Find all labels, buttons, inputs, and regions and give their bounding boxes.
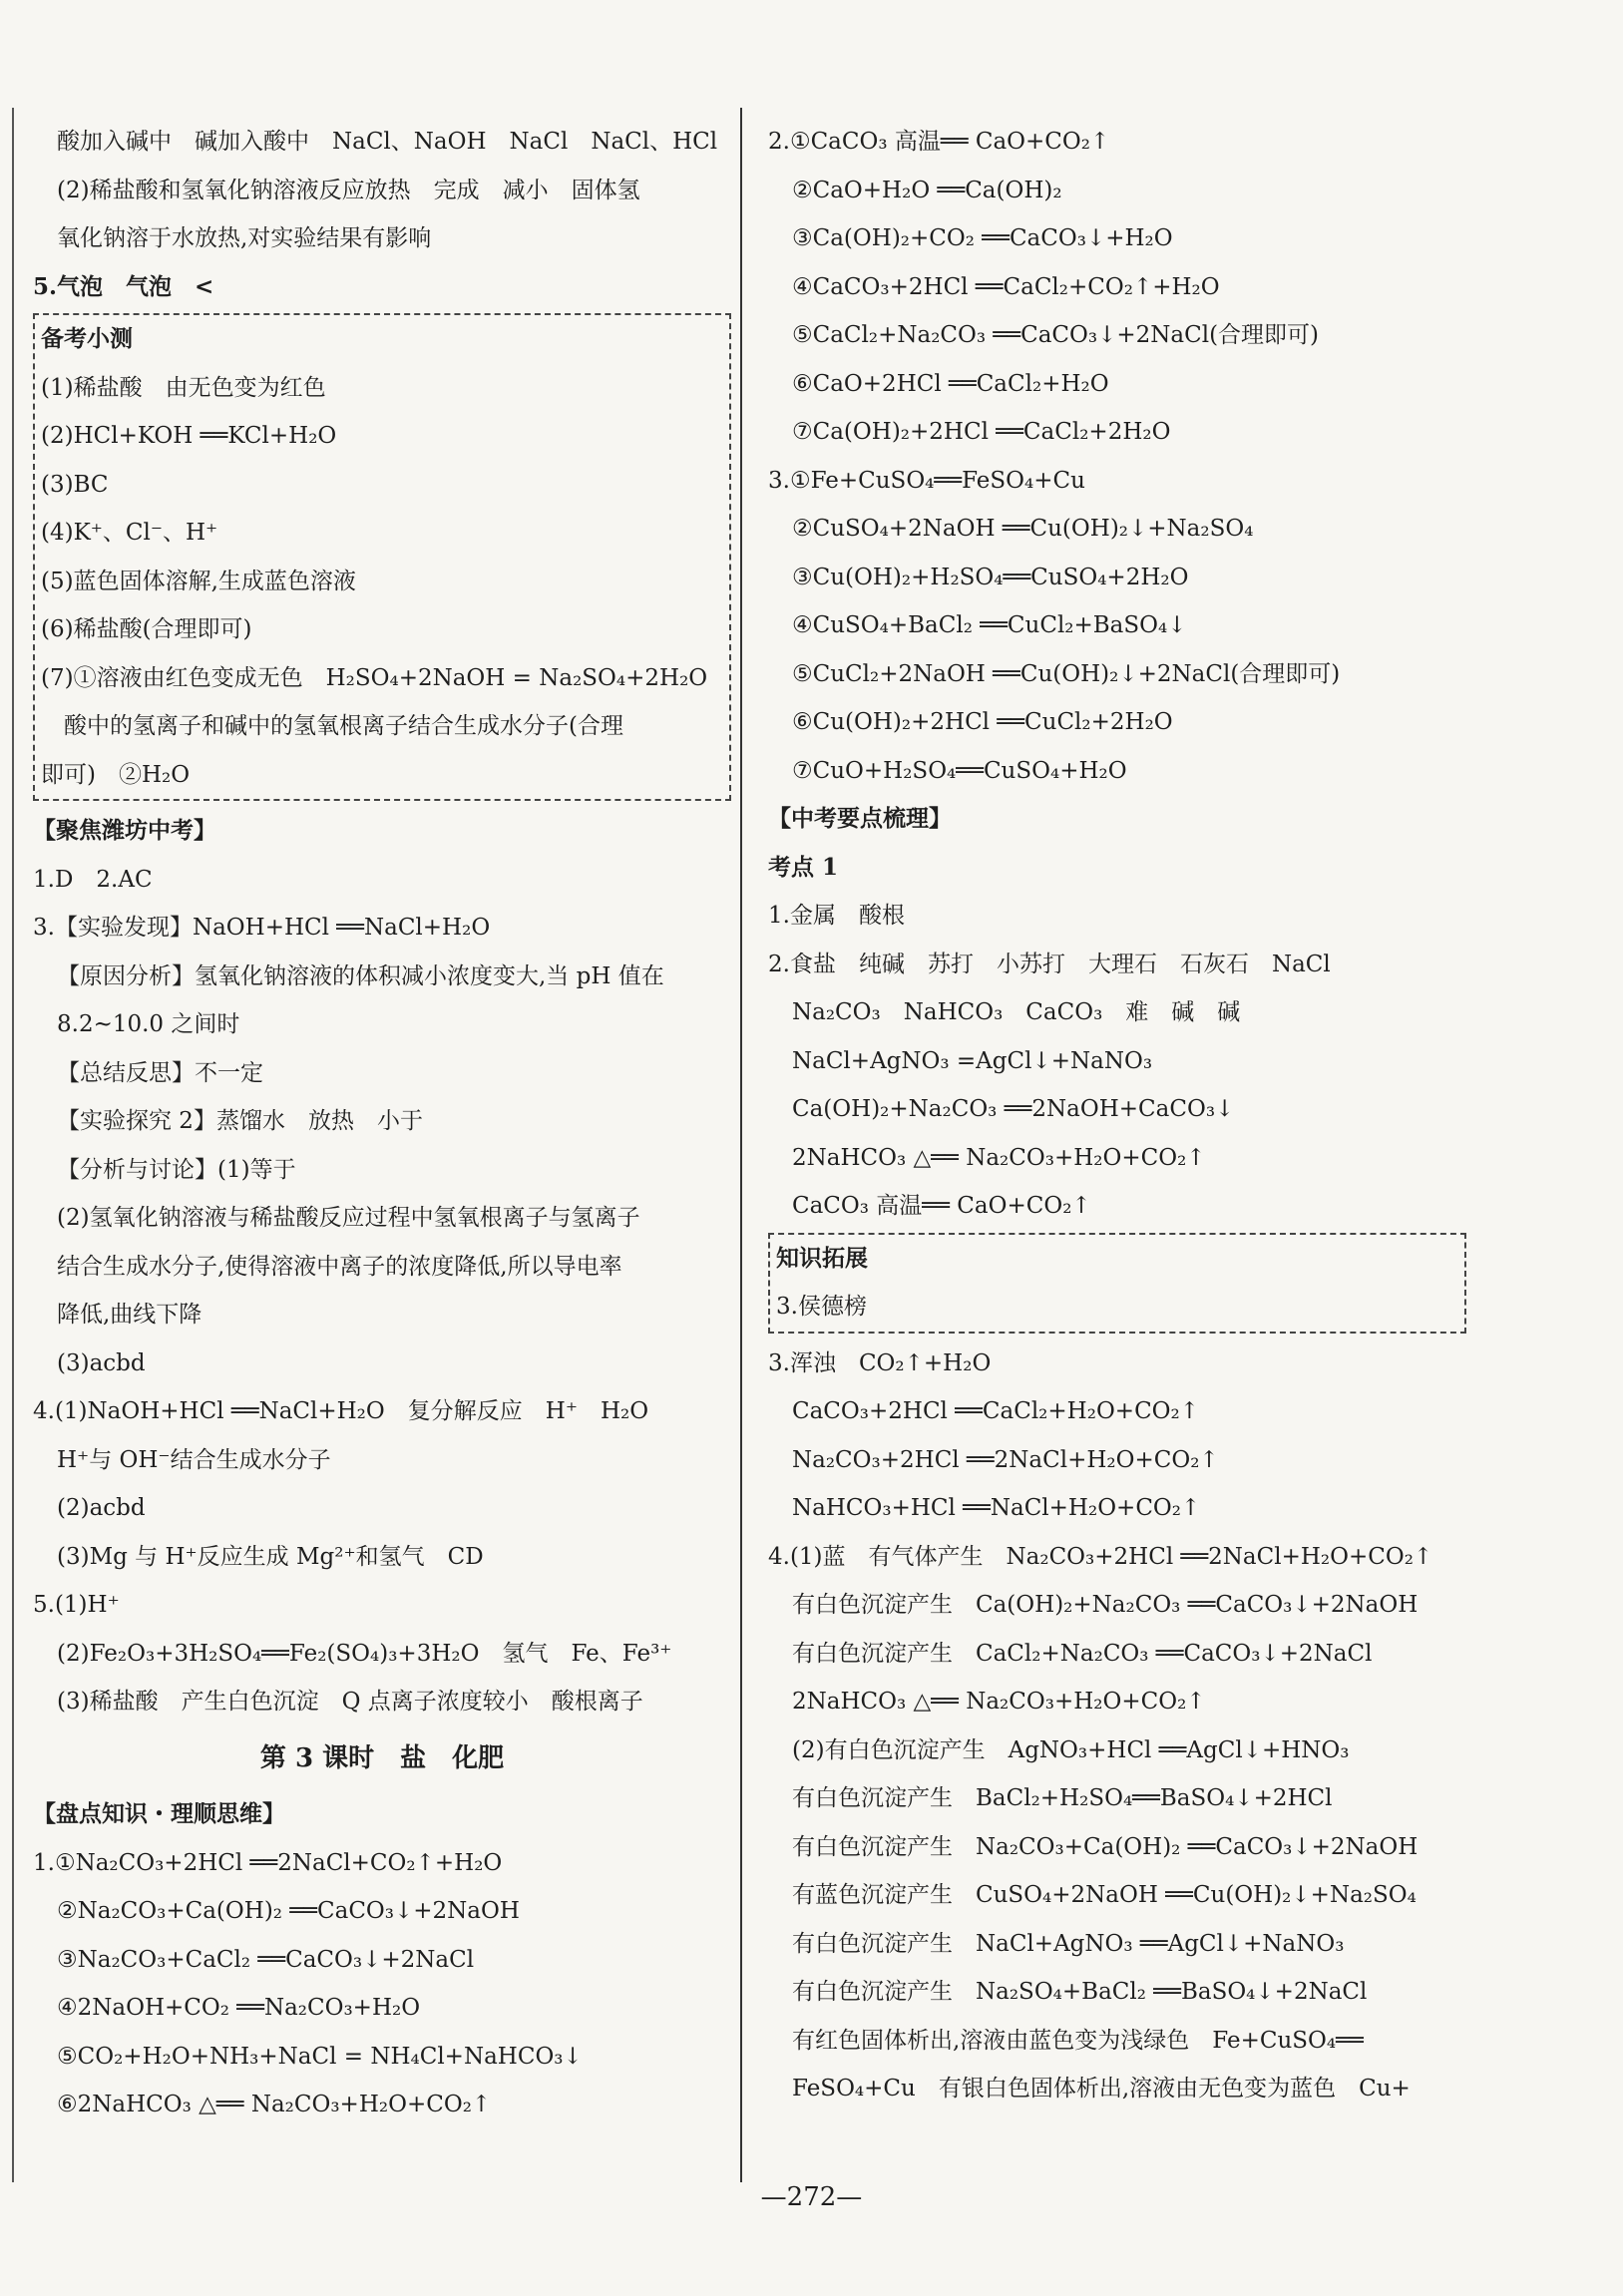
text-line: Na₂CO₃+2HCl ══2NaCl+H₂O+CO₂↑ <box>792 1446 1219 1473</box>
text-line: 氧化钠溶于水放热,对实验结果有影响 <box>57 225 432 251</box>
text-line: 有红色固体析出,溶液由蓝色变为浅绿色 Fe+CuSO₄══ <box>792 2027 1364 2054</box>
text-line: 降低,曲线下降 <box>57 1302 203 1328</box>
text-line: (2)Fe₂O₃+3H₂SO₄══Fe₂(SO₄)₃+3H₂O 氢气 Fe、Fe³⁺ <box>57 1640 672 1667</box>
text-line: ④2NaOH+CO₂ ══Na₂CO₃+H₂O <box>57 1995 421 2021</box>
text-line: ⑦CuO+H₂SO₄══CuSO₄+H₂O <box>792 757 1127 784</box>
text-line: (6)稀盐酸(合理即可) <box>41 616 252 642</box>
text-line: H⁺与 OH⁻结合生成水分子 <box>57 1446 331 1473</box>
text-line: (1)稀盐酸 由无色变为红色 <box>41 374 326 401</box>
text-line: NaHCO₃+HCl ══NaCl+H₂O+CO₂↑ <box>792 1495 1201 1521</box>
text-line: 有白色沉淀产生 Ca(OH)₂+Na₂CO₃ ══CaCO₃↓+2NaOH <box>792 1592 1419 1618</box>
text-line: 【盘点知识・理顺思维】 <box>33 1800 285 1827</box>
text-line: 有白色沉淀产生 Na₂SO₄+BaCl₂ ══BaSO₄↓+2NaCl <box>792 1979 1368 2005</box>
section-title: 第 3 课时 盐 化肥 <box>259 1742 505 1773</box>
text-line: (4)K⁺、Cl⁻、H⁺ <box>41 520 218 546</box>
text-line: (2)稀盐酸和氢氧化钠溶液反应放热 完成 减小 固体氢 <box>57 177 640 203</box>
text-line: ③Cu(OH)₂+H₂SO₄══CuSO₄+2H₂O <box>792 564 1189 590</box>
text-line: ②CuSO₄+2NaOH ══Cu(OH)₂↓+Na₂SO₄ <box>792 516 1254 542</box>
text-line: Na₂CO₃ NaHCO₃ CaCO₃ 难 碱 碱 <box>792 999 1241 1025</box>
text-line: 2NaHCO₃ △══ Na₂CO₃+H₂O+CO₂↑ <box>792 1144 1206 1171</box>
text-line: 【总结反思】不一定 <box>57 1059 263 1086</box>
text-line: 有白色沉淀产生 NaCl+AgNO₃ ══AgCl↓+NaNO₃ <box>792 1930 1345 1957</box>
text-line: (3)BC <box>41 471 109 498</box>
text-line: 1.①Na₂CO₃+2HCl ══2NaCl+CO₂↑+H₂O <box>33 1849 503 1876</box>
text-line: ②Na₂CO₃+Ca(OH)₂ ══CaCO₃↓+2NaOH <box>57 1898 520 1924</box>
text-line: 3.【实验发现】NaOH+HCl ══NaCl+H₂O <box>33 915 491 941</box>
text-line: 2.食盐 纯碱 苏打 小苏打 大理石 石灰石 NaCl <box>768 951 1331 977</box>
text-line: 有白色沉淀产生 CaCl₂+Na₂CO₃ ══CaCO₃↓+2NaCl <box>792 1640 1373 1667</box>
text-line: 1.D 2.AC <box>33 866 153 893</box>
text-line: CaCO₃ 高温══ CaO+CO₂↑ <box>792 1193 1091 1219</box>
text-line: (2)有白色沉淀产生 AgNO₃+HCl ══AgCl↓+HNO₃ <box>792 1736 1350 1763</box>
text-line: 5.(1)H⁺ <box>33 1592 120 1618</box>
text-line: ③Ca(OH)₂+CO₂ ══CaCO₃↓+H₂O <box>792 225 1173 251</box>
text-line: (3)稀盐酸 产生白色沉淀 Q 点离子浓度较小 酸根离子 <box>57 1689 643 1715</box>
text-line: 2.①CaCO₃ 高温══ CaO+CO₂↑ <box>768 129 1110 155</box>
text-line: 酸加入碱中 碱加入酸中 NaCl、NaOH NaCl NaCl、HCl <box>57 129 718 155</box>
text-line: ⑦Ca(OH)₂+2HCl ══CaCl₂+2H₂O <box>792 419 1171 445</box>
right-column <box>768 118 1466 2113</box>
text-line: 4.(1)NaOH+HCl ══NaCl+H₂O 复分解反应 H⁺ H₂O <box>33 1398 649 1424</box>
left-margin-rule <box>12 108 14 2182</box>
text-line: NaCl+AgNO₃ =AgCl↓+NaNO₃ <box>792 1047 1153 1074</box>
dashed-box <box>33 313 731 801</box>
page-number: —272— <box>760 2182 863 2212</box>
text-line: (2)HCl+KOH ══KCl+H₂O <box>41 423 337 449</box>
text-line: (5)蓝色固体溶解,生成蓝色溶液 <box>41 568 356 594</box>
text-line: 备考小测 <box>41 325 133 352</box>
text-line: ④CaCO₃+2HCl ══CaCl₂+CO₂↑+H₂O <box>792 273 1220 300</box>
text-line: 4.(1)蓝 有气体产生 Na₂CO₃+2HCl ══2NaCl+H₂O+CO₂↑ <box>768 1543 1433 1570</box>
text-line: 【中考要点梳理】 <box>768 805 952 832</box>
text-line: ④CuSO₄+BaCl₂ ══CuCl₂+BaSO₄↓ <box>792 612 1187 638</box>
text-line: (7)①溶液由红色变成无色 H₂SO₄+2NaOH = Na₂SO₄+2H₂O <box>41 664 708 691</box>
text-line: Ca(OH)₂+Na₂CO₃ ══2NaOH+CaCO₃↓ <box>792 1096 1235 1122</box>
text-line: 有白色沉淀产生 BaCl₂+H₂SO₄══BaSO₄↓+2HCl <box>792 1785 1333 1811</box>
text-line: 3.侯德榜 <box>776 1294 867 1320</box>
text-line: 即可) ②H₂O <box>41 761 191 788</box>
text-line: 1.金属 酸根 <box>768 903 905 929</box>
text-line: 3.浑浊 CO₂↑+H₂O <box>768 1349 992 1376</box>
text-line: 【聚焦潍坊中考】 <box>33 817 216 844</box>
text-line: 3.①Fe+CuSO₄══FeSO₄+Cu <box>768 467 1085 494</box>
dashed-box <box>768 1233 1466 1334</box>
text-line: 酸中的氢离子和碱中的氢氧根离子结合生成水分子(合理 <box>41 713 623 739</box>
text-line: 有蓝色沉淀产生 CuSO₄+2NaOH ══Cu(OH)₂↓+Na₂SO₄ <box>792 1882 1417 1908</box>
text-line: 【实验探究 2】蒸馏水 放热 小于 <box>57 1108 423 1134</box>
text-line: ⑥CaO+2HCl ══CaCl₂+H₂O <box>792 370 1109 397</box>
text-line: ②CaO+H₂O ══Ca(OH)₂ <box>792 177 1062 203</box>
text-line: 【原因分析】氢氧化钠溶液的体积减小浓度变大,当 pH 值在 <box>57 962 664 989</box>
text-line: (3)Mg 与 H⁺反应生成 Mg²⁺和氢气 CD <box>57 1543 484 1570</box>
text-line: 【分析与讨论】(1)等于 <box>57 1156 296 1183</box>
text-line: ⑤CuCl₂+2NaOH ══Cu(OH)₂↓+2NaCl(合理即可) <box>792 660 1341 687</box>
text-line: ⑤CO₂+H₂O+NH₃+NaCl = NH₄Cl+NaHCO₃↓ <box>57 2043 583 2070</box>
text-line: 8.2~10.0 之间时 <box>57 1011 240 1037</box>
text-line: ⑥Cu(OH)₂+2HCl ══CuCl₂+2H₂O <box>792 709 1173 735</box>
left-column <box>33 118 731 2129</box>
text-line: FeSO₄+Cu 有银白色固体析出,溶液由无色变为蓝色 Cu+ <box>792 2076 1411 2102</box>
text-line: ③Na₂CO₃+CaCl₂ ══CaCO₃↓+2NaCl <box>57 1946 475 1973</box>
text-line: 结合生成水分子,使得溶液中离子的浓度降低,所以导电率 <box>57 1253 622 1280</box>
text-line: 有白色沉淀产生 Na₂CO₃+Ca(OH)₂ ══CaCO₃↓+2NaOH <box>792 1833 1419 1860</box>
text-line: ⑤CaCl₂+Na₂CO₃ ══CaCO₃↓+2NaCl(合理即可) <box>792 322 1320 348</box>
text-line: (3)acbd <box>57 1349 146 1376</box>
text-line: 知识拓展 <box>776 1244 868 1272</box>
text-line: CaCO₃+2HCl ══CaCl₂+H₂O+CO₂↑ <box>792 1398 1200 1424</box>
column-divider <box>740 108 742 2182</box>
text-line: ⑥2NaHCO₃ △══ Na₂CO₃+H₂O+CO₂↑ <box>57 2092 492 2117</box>
text-line: 5.气泡 气泡 < <box>33 272 214 300</box>
text-line: 考点 1 <box>768 853 839 881</box>
text-line: (2)氢氧化钠溶液与稀盐酸反应过程中氢氧根离子与氢离子 <box>57 1205 640 1231</box>
text-line: 2NaHCO₃ △══ Na₂CO₃+H₂O+CO₂↑ <box>792 1689 1206 1715</box>
text-line: (2)acbd <box>57 1495 146 1521</box>
